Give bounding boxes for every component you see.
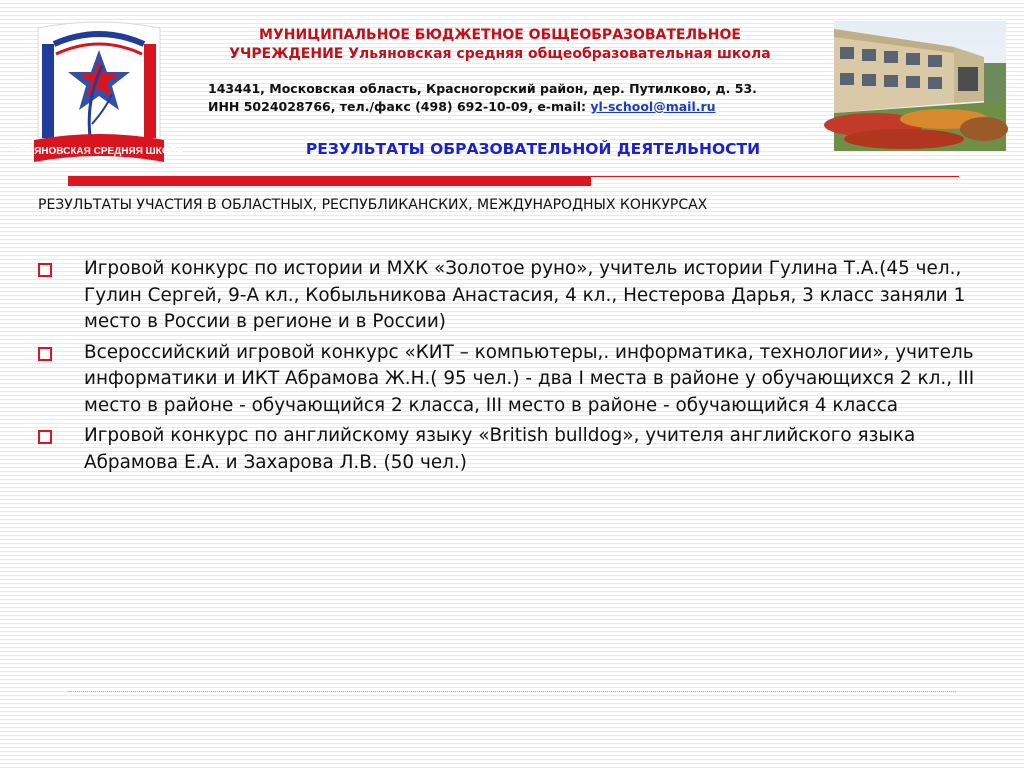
school-logo <box>14 20 184 170</box>
contacts <box>208 98 832 116</box>
section-title: РЕЗУЛЬТАТЫ ОБРАЗОВАТЕЛЬНОЙ ДЕЯТЕЛЬНОСТИ <box>305 140 761 158</box>
accent-divider <box>591 176 959 177</box>
contacts-prefix: ИНН 5024028766, тел./факс (498) 692-10-09, e-mail: <box>208 99 591 114</box>
organization-name <box>172 26 828 64</box>
list-item <box>36 340 976 420</box>
results-list <box>36 256 976 480</box>
footer-divider <box>68 691 956 692</box>
list-item-text: Всероссийский игровой конкурс «КИТ – компьютеры,. информатика, технологии», учитель информатики и ИКТ Абрамова Ж.Н.( 95 чел.) - два I места в районе у обучающихся 2 кл., III место в районе - обучающийся 2 класса, III место в районе - обучающийся 4 класса <box>84 341 975 416</box>
email-link[interactable]: yl-school@mail.ru <box>590 99 716 114</box>
postal-address: 143441, Московская область, Красногорский район, дер. Путилково, д. 53. <box>208 81 757 96</box>
square-bullet-icon <box>38 430 52 444</box>
address-block <box>208 80 832 116</box>
logo-school-text: УЛЬЯНОВСКАЯ СРЕДНЯЯ ШКОЛА <box>14 146 184 157</box>
page-subtitle: РЕЗУЛЬТАТЫ УЧАСТИЯ В ОБЛАСТНЫХ, РЕСПУБЛИКАНСКИХ, МЕЖДУНАРОДНЫХ КОНКУРСАХ <box>38 197 708 213</box>
list-item <box>36 256 976 336</box>
org-line-1: МУНИЦИПАЛЬНОЕ БЮДЖЕТНОЕ ОБЩЕОБРАЗОВАТЕЛЬНОЕ <box>259 27 741 43</box>
school-building-photo <box>834 21 1006 151</box>
square-bullet-icon <box>38 263 52 277</box>
org-line-2: УЧРЕЖДЕНИЕ Ульяновская средняя общеобразовательная школа <box>229 46 771 62</box>
list-item-text: Игровой конкурс по истории и МХК «Золотое руно», учитель истории Гулина Т.А.(45 чел., Гулин Сергей, 9-А кл., Кобыльникова Анастасия, 4 кл., Нестерова Дарья, 3 класс заняли 1 место в России в регионе и в России) <box>84 258 966 332</box>
square-bullet-icon <box>38 347 52 361</box>
list-item <box>36 423 976 476</box>
accent-bar <box>68 176 591 186</box>
list-item-text: Игровой конкурс по английскому языку «British bulldog», учителя английского языка Абрамова Е.А. и Захарова Л.В. (50 чел.) <box>84 425 916 473</box>
